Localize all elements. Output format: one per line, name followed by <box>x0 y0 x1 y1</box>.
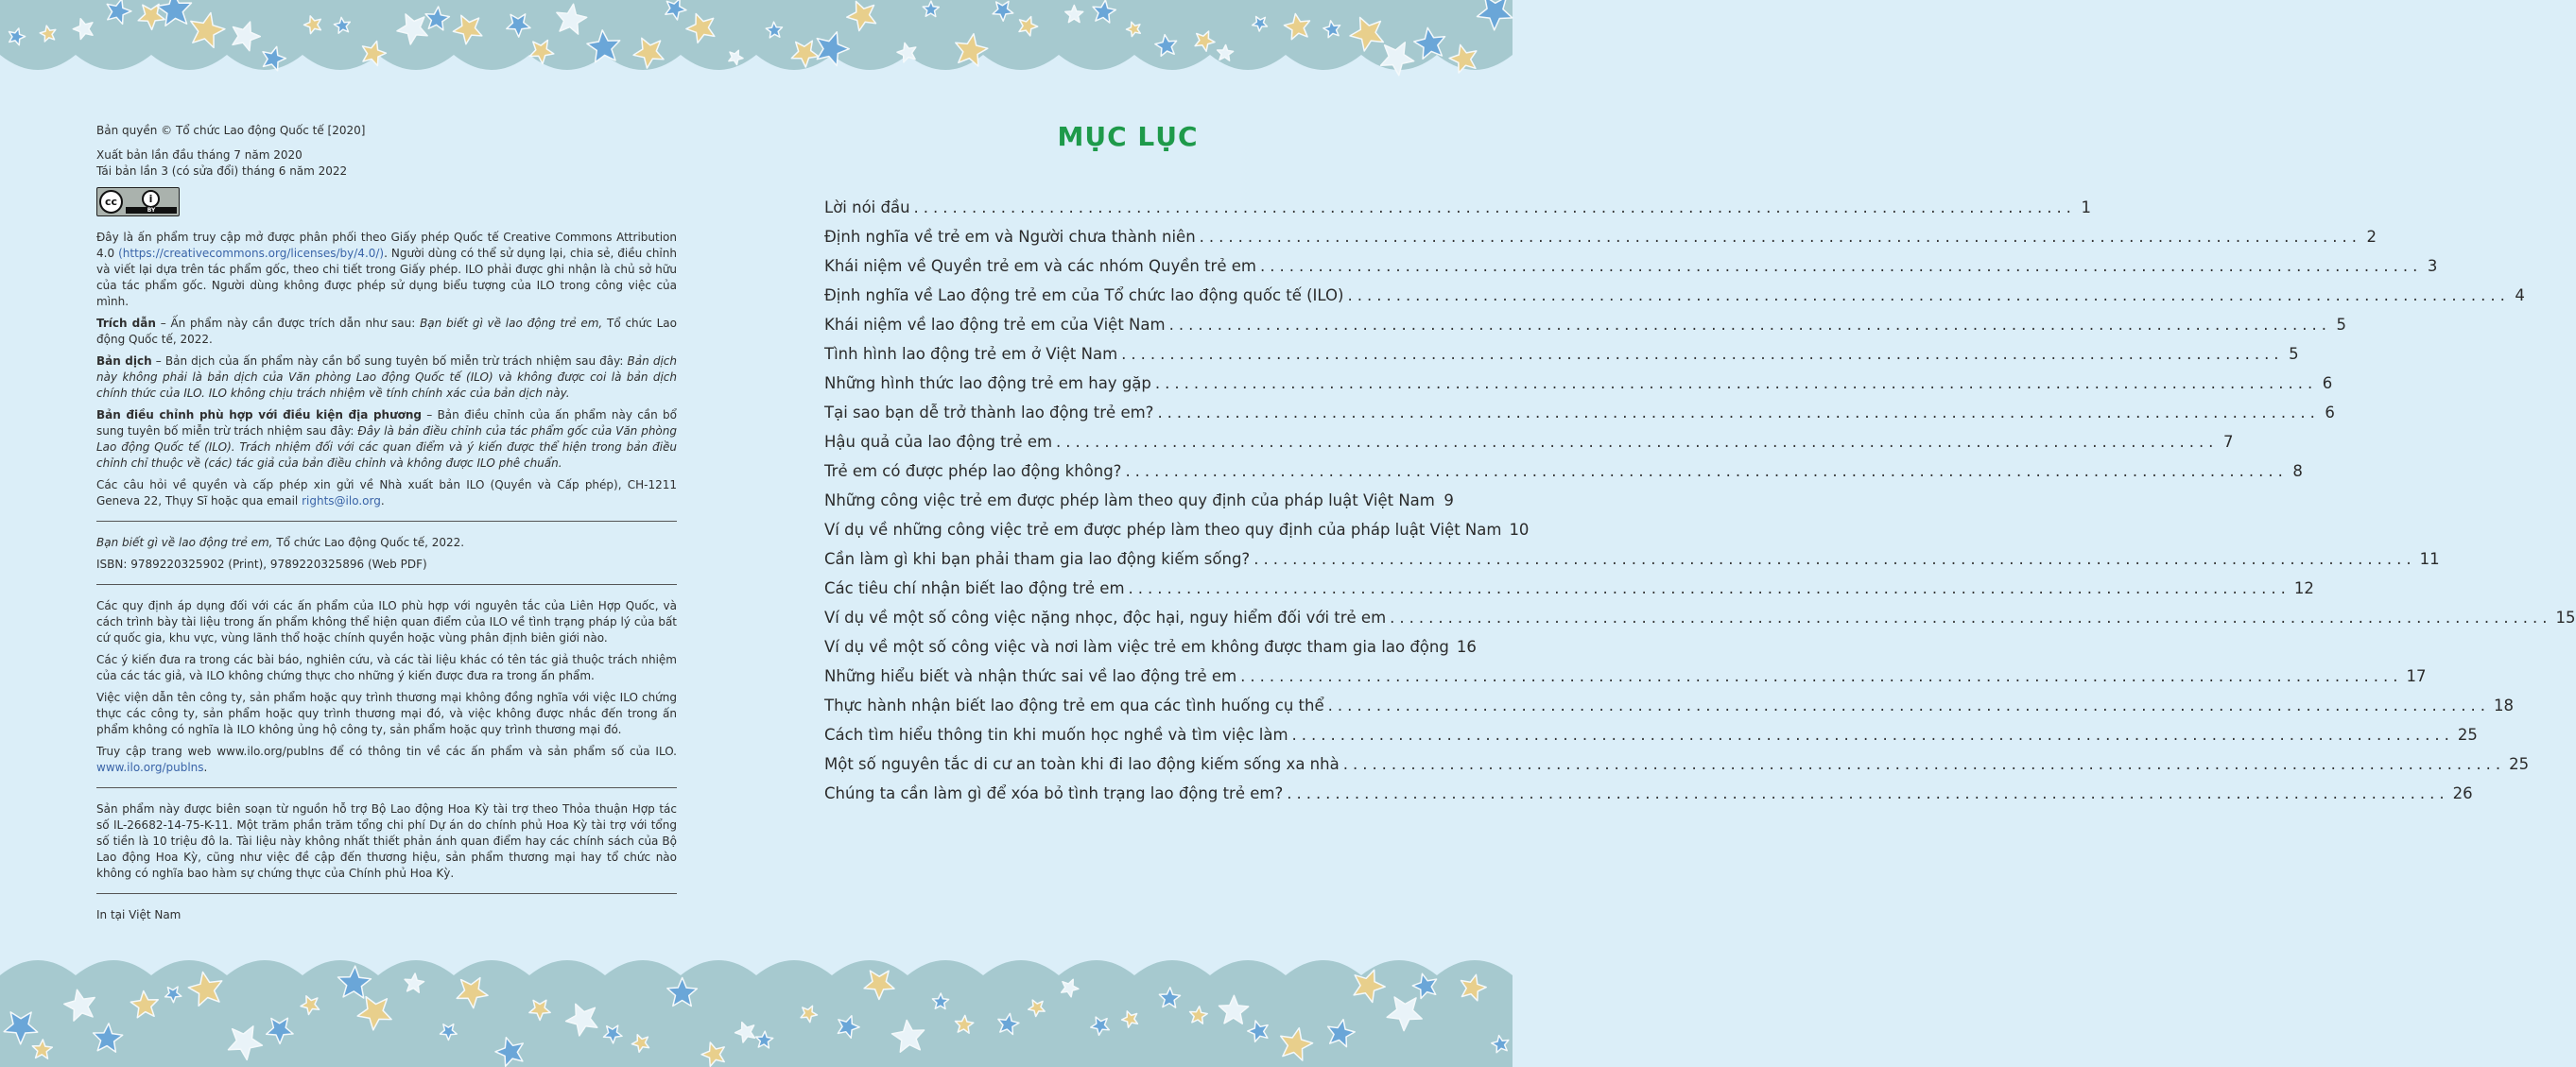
toc-entry[interactable] <box>824 550 2440 579</box>
bottom-star-border-art <box>0 955 1513 1067</box>
top-star-border <box>0 0 1513 76</box>
funding-paragraph: Sản phẩm này được biên soạn từ nguồn hỗ trợ Bộ Lao động Hoa Kỳ tài trợ theo Thỏa thuận Hợp tác số IL-26682-14-75-K-11. Một trăm phần trăm tổng chi phí Dự án do chính phủ Hoa Kỳ tài trợ với tổng số tiền là 10 triệu đô la. Tài liệu này không nhất thiết phản ánh quan điểm hay các chính sách của Bộ Lao động Hoa Kỳ, cũng như việc đề cập đến thương hiệu, sản phẩm thương mại hay tổ chức nào không có nghĩa bao hàm sự chứng thực của Chính phủ Hoa Kỳ. <box>96 802 677 880</box>
license-url-link[interactable]: (https://creativecommons.org/licenses/by/4.0/) <box>118 247 385 260</box>
toc-entry-title: Một số nguyên tắc di cư an toàn khi đi lao động kiếm sống xa nhà <box>824 755 1340 773</box>
toc-page-number: 12 <box>2293 579 2314 597</box>
toc-leader-dots: ........................................................................................................................ <box>1168 316 2331 334</box>
toc-leader-dots: ........................................................................................................................ <box>1291 726 2454 744</box>
toc-page-number: 5 <box>2336 316 2346 334</box>
toc-page-number: 16 <box>1456 638 1477 656</box>
toc-entry-title: Định nghĩa về trẻ em và Người chưa thành niên <box>824 228 1196 246</box>
toc-page-number: 4 <box>2515 286 2525 304</box>
toc-page-number: 6 <box>2322 374 2333 392</box>
toc-leader-dots: ........................................................................................................................ <box>1259 257 2423 275</box>
divider <box>96 584 677 585</box>
toc-entry[interactable] <box>824 726 2478 755</box>
divider <box>96 787 677 788</box>
toc-entry-title: Những công việc trẻ em được phép làm theo quy định của pháp luật Việt Nam <box>824 491 1435 509</box>
toc-page-number: 6 <box>2325 404 2335 422</box>
divider <box>96 521 677 522</box>
toc-entry[interactable] <box>824 286 2525 316</box>
toc-leader-dots: ........................................................................................................................ <box>1287 784 2449 802</box>
toc-page-number: 11 <box>2419 550 2440 568</box>
toc-leader-dots: ........................................................................................................................ <box>1347 286 2510 304</box>
translation-paragraph: Bản dịch – Bản dịch của ấn phẩm này cần bổ sung tuyên bố miễn trừ trách nhiệm sau đây: Bản dịch này không phải là bản dịch của Văn phòng Lao động Quốc tế (ILO) và không được coi là bản dịch chính thức của ILO. ILO không chịu trách nhiệm về tính chính xác của bản dịch này. <box>96 354 678 400</box>
publication-title-line: Bạn biết gì về lao động trẻ em, Tổ chức Lao động Quốc tế, 2022. <box>96 536 465 549</box>
toc-page-number: 7 <box>2222 433 2234 451</box>
toc-entry[interactable] <box>824 374 2333 404</box>
license-paragraph: Đây là ấn phẩm truy cập mở được phân phối theo Giấy phép Quốc tế Creative Commons Attribution 4.0 (https://creativecommons.org/licenses/by/4.0/). Người dùng có thể sử dụng lại, chia sẻ, điều chỉnh và viết lại dựa trên tác phẩm gốc, theo chi tiết trong Giấy phép. ILO phải được ghi nhận là chủ sở hữu của tác phẩm gốc. Người dùng không được phép sử dụng biểu tượng của ILO trong công việc của mình. <box>96 231 677 308</box>
toc-leader-dots: ........................................................................................................................ <box>1199 228 2362 246</box>
toc-entry-title: Tại sao bạn dễ trở thành lao động trẻ em? <box>824 404 1154 422</box>
toc-entry-title: Các tiêu chí nhận biết lao động trẻ em <box>824 579 1125 597</box>
toc-entry-title: Khái niệm về Quyền trẻ em và các nhóm Quyền trẻ em <box>824 257 1256 275</box>
toc-entry-title: Cần làm gì khi bạn phải tham gia lao động kiếm sống? <box>824 550 1251 568</box>
table-of-contents <box>824 198 2576 814</box>
divider <box>96 893 677 894</box>
toc-leader-dots: ........................................................................................................................ <box>1128 579 2291 597</box>
toc-page-number: 3 <box>2427 257 2438 275</box>
citation-paragraph: Trích dẫn – Ấn phẩm này cần được trích dẫn như sau: Bạn biết gì về lao động trẻ em, Tổ chức Lao động Quốc tế, 2022. <box>96 317 677 346</box>
toc-leader-dots: ........................................................................................................................ <box>1121 345 2284 363</box>
toc-entry[interactable] <box>824 257 2438 286</box>
toc-page-number: 2 <box>2366 228 2377 246</box>
ilo-publns-link[interactable]: www.ilo.org/publns <box>96 761 204 774</box>
toc-entry[interactable] <box>824 667 2427 697</box>
disclaimer-paragraph-3: Việc viện dẫn tên công ty, sản phẩm hoặc quy trình thương mại không đồng nghĩa với việc ILO chứng thực các công ty, sản phẩm hoặc quy trình thương mại đó, và việc không được nhắc đến trong ấn phẩm không có nghĩa là ILO không ủng hộ công ty, sản phẩm hoặc quy trình thương mại đó. <box>96 691 677 736</box>
toc-entry[interactable] <box>824 345 2299 374</box>
toc-entry-title: Những hình thức lao động trẻ em hay gặp <box>824 374 1151 392</box>
toc-leader-dots: ........................................................................................................................ <box>1056 433 2219 451</box>
toc-page-number: 1 <box>2081 198 2091 216</box>
adaptation-label: Bản điều chỉnh phù hợp với điều kiện địa phương <box>96 408 423 422</box>
toc-entry[interactable] <box>824 697 2515 726</box>
toc-page-number: 15 <box>2555 609 2576 627</box>
bottom-star-border <box>0 955 1513 1067</box>
toc-entry[interactable] <box>824 784 2473 814</box>
toc-entry[interactable] <box>824 404 2335 433</box>
by-label: BY <box>126 207 177 214</box>
toc-entry[interactable] <box>824 579 2314 609</box>
toc-entry-title: Ví dụ về những công việc trẻ em được phép làm theo quy định của pháp luật Việt Nam <box>824 521 1502 539</box>
isbn-line: ISBN: 9789220325902 (Print), 9789220325896 (Web PDF) <box>96 558 427 571</box>
first-edition-line: Xuất bản lần đầu tháng 7 năm 2020 <box>96 148 303 162</box>
permissions-paragraph: Các câu hỏi về quyền và cấp phép xin gửi về Nhà xuất bản ILO (Quyền và Cấp phép), CH-1211 Geneva 22, Thụy Sĩ hoặc qua email rights@ilo.org. <box>96 478 677 508</box>
toc-title: MỤC LỤC <box>1057 121 1199 152</box>
toc-entry-title: Những hiểu biết và nhận thức sai về lao động trẻ em <box>824 667 1237 685</box>
toc-leader-dots: ........................................................................................................................ <box>1342 755 2506 773</box>
toc-entry-title: Ví dụ về một số công việc và nơi làm việc trẻ em không được tham gia lao động <box>824 638 1449 656</box>
toc-leader-dots: ........................................................................................................................ <box>1154 374 2318 392</box>
toc-entry[interactable] <box>824 316 2346 345</box>
toc-page-number: 26 <box>2452 784 2473 802</box>
toc-entry-title: Khái niệm về lao động trẻ em của Việt Nam <box>824 316 1166 334</box>
toc-entry-title: Lời nói đầu <box>824 198 910 216</box>
disclaimer-paragraph-2: Các ý kiến đưa ra trong các bài báo, nghiên cứu, và các tài liệu khác có tên tác giả thuộc trách nhiệm của các tác giả, và ILO không chứng thực cho những ý kiến được đưa ra trong ấn phẩm. <box>96 653 677 682</box>
toc-entry-title: Trẻ em có được phép lao động không? <box>824 462 1122 480</box>
toc-leader-dots: ........................................................................................................................ <box>1240 667 2403 685</box>
toc-leader-dots: ........................................................................................................................ <box>1157 404 2320 422</box>
copyright-column <box>96 123 677 929</box>
reprint-line: Tái bản lần 3 (có sửa đổi) tháng 6 năm 2022 <box>96 164 348 178</box>
toc-entry[interactable] <box>824 638 1477 667</box>
attribution-person-icon: i <box>142 190 160 208</box>
toc-leader-dots: ........................................................................................................................ <box>1125 462 2288 480</box>
toc-page-number: 25 <box>2457 726 2478 744</box>
toc-entry[interactable] <box>824 433 2234 462</box>
toc-entry[interactable] <box>824 491 1454 521</box>
toc-entry-title: Thực hành nhận biết lao động trẻ em qua các tình huống cụ thể <box>824 697 1324 714</box>
toc-page-number: 18 <box>2494 697 2515 714</box>
printed-in-line: In tại Việt Nam <box>96 908 182 921</box>
toc-page-number: 10 <box>1509 521 1530 539</box>
translation-label: Bản dịch <box>96 354 152 368</box>
creative-commons-icon: cc <box>99 190 123 214</box>
wavy-band-shape <box>0 0 1513 70</box>
toc-entry[interactable] <box>824 609 2576 638</box>
toc-entry[interactable] <box>824 198 2091 228</box>
toc-entry-title: Cách tìm hiểu thông tin khi muốn học nghề và tìm việc làm <box>824 726 1288 744</box>
toc-page-number: 25 <box>2509 755 2530 773</box>
toc-entry[interactable] <box>824 521 1530 550</box>
citation-label: Trích dẫn <box>96 317 156 330</box>
toc-entry-title: Chúng ta cần làm gì để xóa bỏ tình trạng lao động trẻ em? <box>824 784 1284 802</box>
rights-email-link[interactable]: rights@ilo.org <box>302 494 381 508</box>
toc-page-number: 8 <box>2292 462 2303 480</box>
toc-page-number: 9 <box>1444 491 1454 509</box>
toc-entry[interactable] <box>824 755 2530 784</box>
toc-entry-title: Ví dụ về một số công việc nặng nhọc, độc hại, nguy hiểm đối với trẻ em <box>824 609 1387 627</box>
toc-leader-dots: ........................................................................................................................ <box>1253 550 2416 568</box>
adaptation-paragraph: Bản điều chỉnh phù hợp với điều kiện địa phương – Bản điều chỉnh của ấn phẩm này cần bổ sung tuyên bố miễn trừ trách nhiệm sau đây: Đây là bản điều chỉnh của tác phẩm gốc của Văn phòng Lao động Quốc tế (ILO). Trách nhiệm đối với các quan điểm và ý kiến được thể hiện trong bản điều chỉnh chỉ thuộc về (các) tác giả của bản điều chỉnh và không được ILO phê chuẩn. <box>96 408 677 470</box>
cc-by-license-badge <box>96 187 180 216</box>
toc-page-number: 5 <box>2289 345 2299 363</box>
top-star-border-art <box>0 0 1513 76</box>
toc-leader-dots: ........................................................................................................................ <box>913 198 2076 216</box>
toc-leader-dots: ........................................................................................................................ <box>1327 697 2491 714</box>
toc-page-number: 17 <box>2406 667 2427 685</box>
copyright-line: Bản quyền © Tổ chức Lao động Quốc tế [2020] <box>96 124 366 137</box>
toc-entry-title: Định nghĩa về Lao động trẻ em của Tổ chức lao động quốc tế (ILO) <box>824 286 1344 304</box>
toc-entry-title: Hậu quả của lao động trẻ em <box>824 433 1053 451</box>
toc-leader-dots: ........................................................................................................................ <box>1390 609 2552 627</box>
disclaimer-paragraph-1: Các quy định áp dụng đối với các ấn phẩm của ILO phù hợp với nguyên tắc của Liên Hợp Quốc, và cách trình bày tài liệu trong ấn phẩm không thể hiện quan điểm của ILO về tình trạng pháp lý của bất cứ quốc gia, khu vực, vùng lãnh thổ hoặc chính quyền hoặc vùng phân định biên giới nào. <box>96 599 677 645</box>
toc-entry[interactable] <box>824 228 2377 257</box>
website-paragraph: Truy cập trang web www.ilo.org/publns để có thông tin về các ấn phẩm và sản phẩm số của ILO. www.ilo.org/publns. <box>96 745 677 774</box>
toc-entry-title: Tình hình lao động trẻ em ở Việt Nam <box>824 345 1118 363</box>
toc-entry[interactable] <box>824 462 2303 491</box>
